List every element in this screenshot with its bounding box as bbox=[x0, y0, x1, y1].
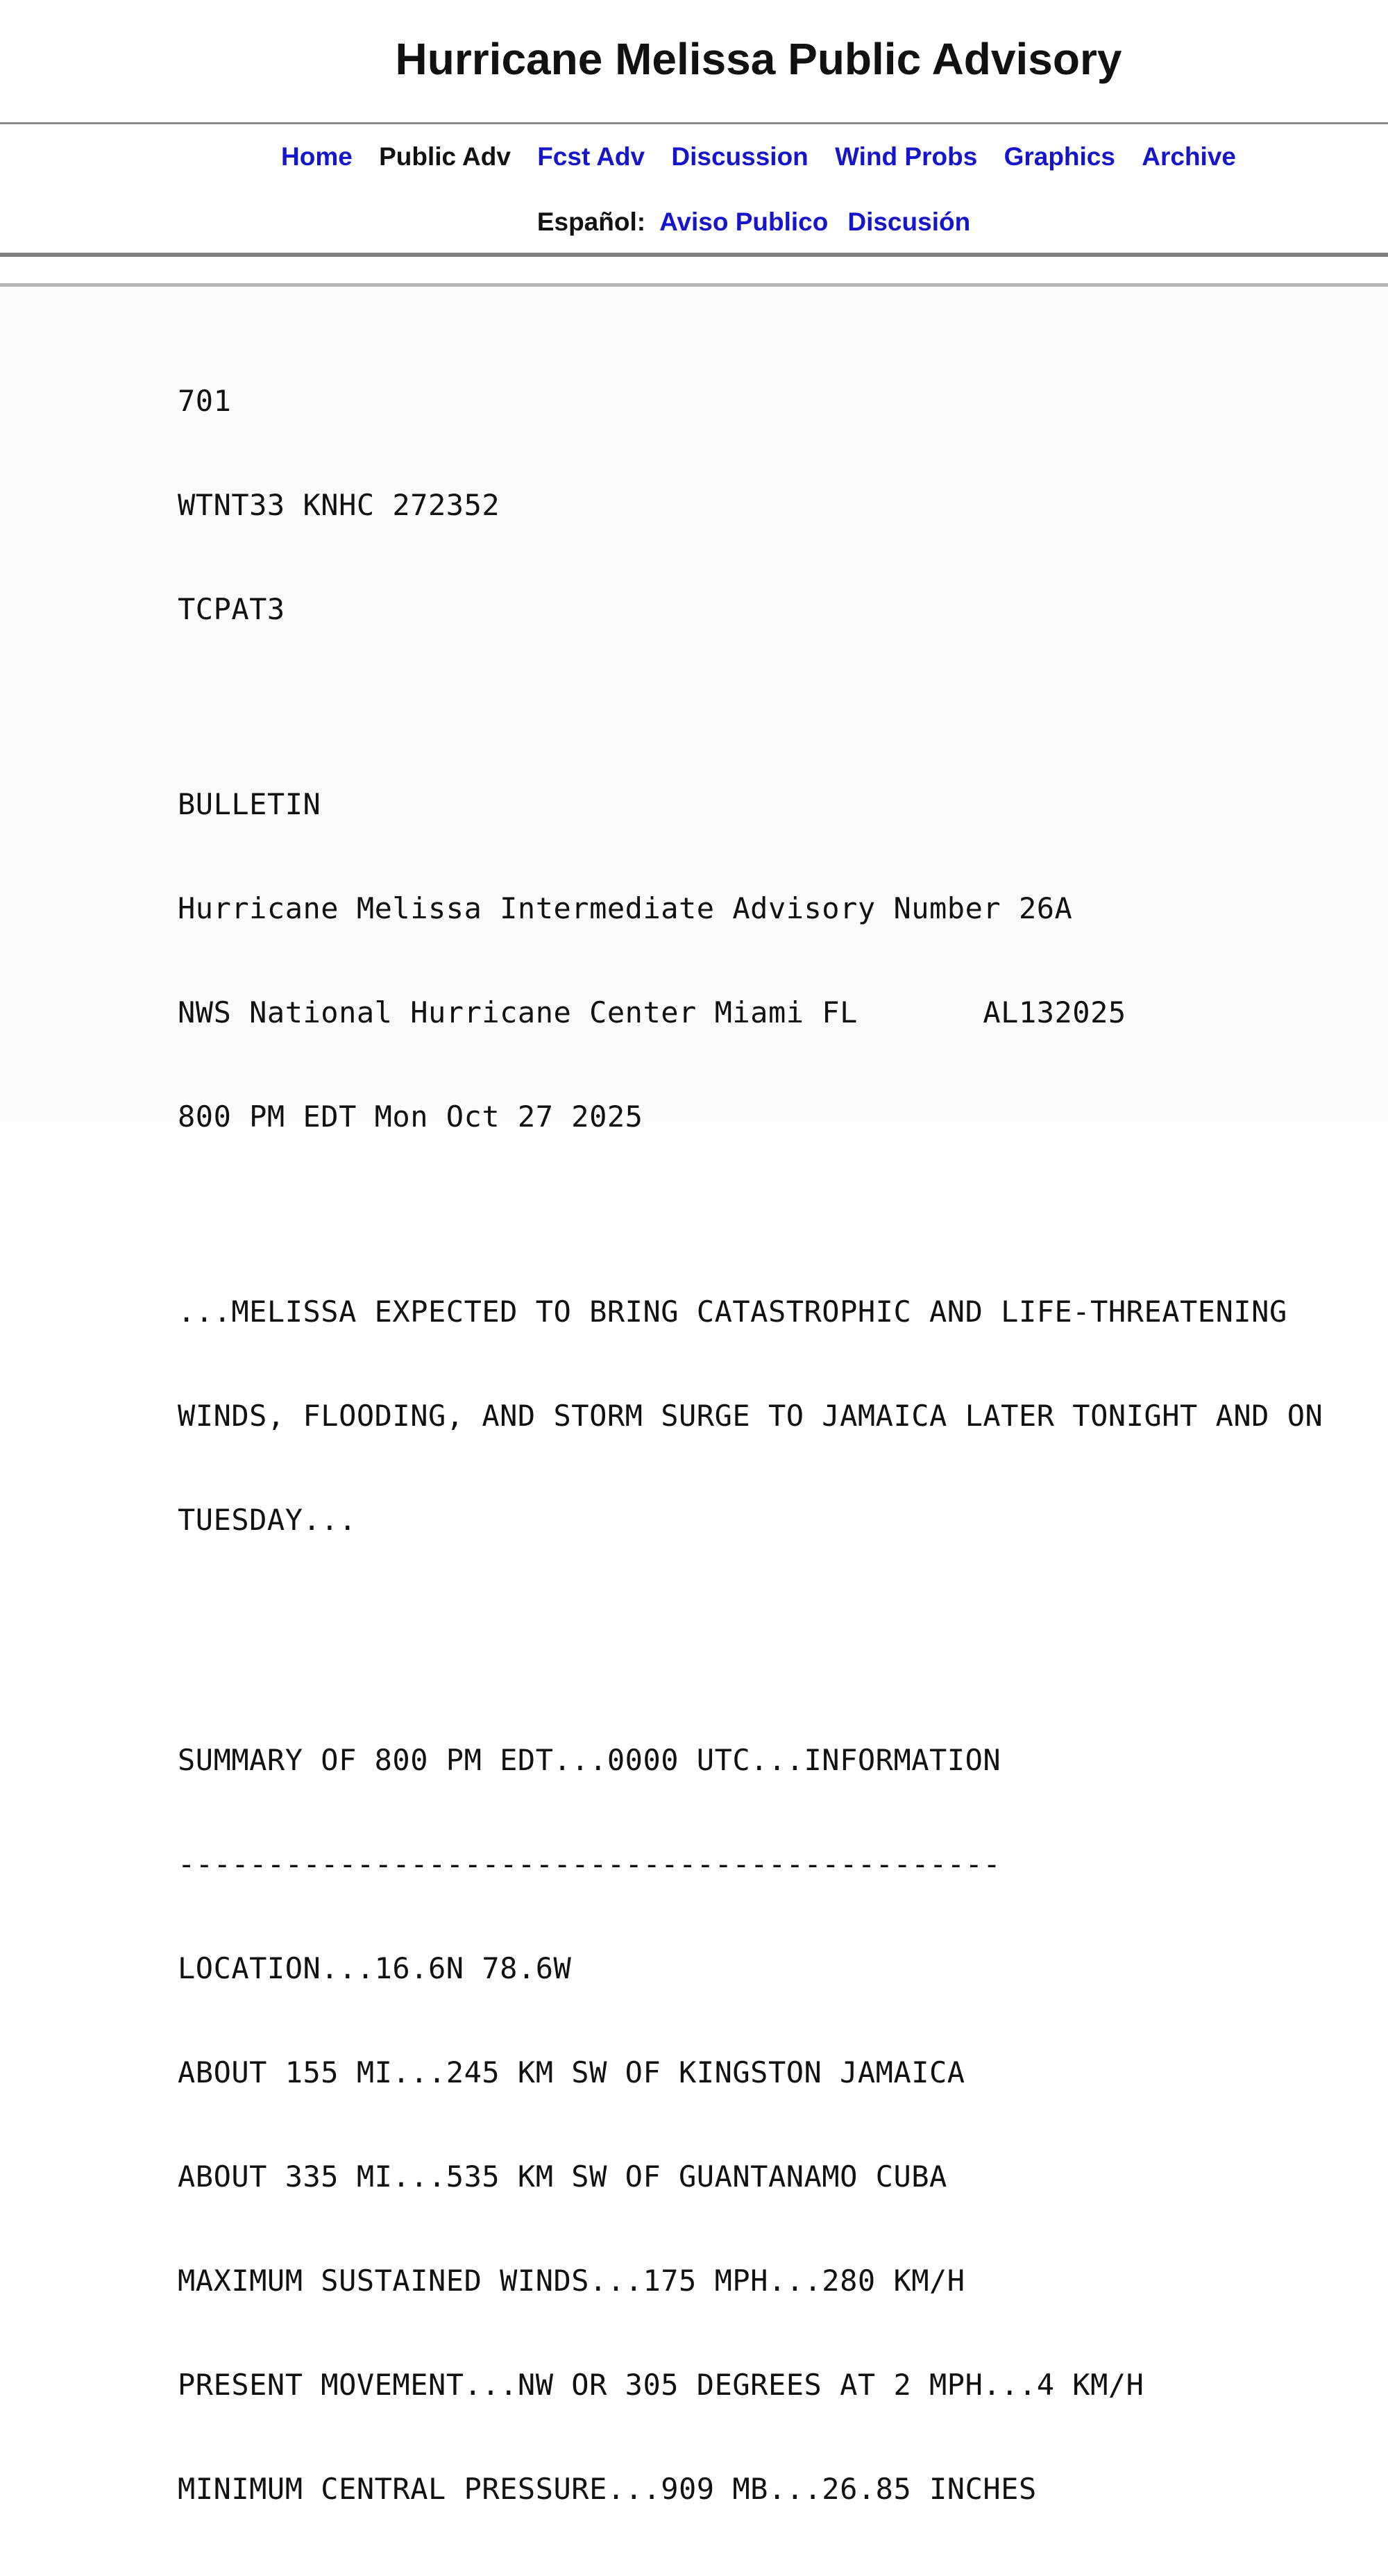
advisory-text bbox=[178, 314, 1323, 2576]
headline-line: TUESDAY... bbox=[178, 1503, 357, 1537]
advisory-line: 800 PM EDT Mon Oct 27 2025 bbox=[178, 1100, 643, 1134]
nav-archive-link[interactable]: Archive bbox=[1142, 142, 1236, 171]
advisory-line: BULLETIN bbox=[178, 787, 321, 821]
discusion-link[interactable]: Discusión bbox=[847, 208, 971, 236]
spanish-label: Español: bbox=[536, 208, 646, 236]
aviso-publico-link[interactable]: Aviso Publico bbox=[659, 208, 829, 236]
nav-divider-top bbox=[0, 253, 1388, 257]
summary-line: PRESENT MOVEMENT...NW OR 305 DEGREES AT 2 MPH...4 KM/H bbox=[178, 2368, 1144, 2402]
nav-fcst-adv-link[interactable]: Fcst Adv bbox=[537, 142, 645, 171]
spacer bbox=[178, 1607, 1323, 1674]
spanish-nav bbox=[0, 204, 1388, 240]
nav-home-link[interactable]: Home bbox=[281, 142, 353, 171]
advisory-line: TCPAT3 bbox=[178, 592, 285, 626]
nav-wind-probs-link[interactable]: Wind Probs bbox=[835, 142, 978, 171]
advisory-content-area bbox=[0, 287, 1388, 2506]
spacer bbox=[178, 696, 1323, 718]
summary-line: ABOUT 335 MI...535 KM SW OF GUANTANAMO CUBA bbox=[178, 2160, 947, 2194]
nav-discussion-link[interactable]: Discussion bbox=[671, 142, 809, 171]
page-title: Hurricane Melissa Public Advisory bbox=[395, 34, 1122, 84]
summary-line: MINIMUM CENTRAL PRESSURE...909 MB...26.85 INCHES bbox=[178, 2472, 1037, 2506]
headline-line: ...MELISSA EXPECTED TO BRING CATASTROPHIC AND LIFE-THREATENING bbox=[178, 1295, 1287, 1329]
spacer bbox=[178, 1204, 1323, 1225]
summary-rule: ---------------------------------------------- bbox=[178, 1847, 1001, 1881]
main-nav bbox=[0, 139, 1388, 175]
advisory-line: WTNT33 KNHC 272352 bbox=[178, 488, 500, 522]
nav-graphics-link[interactable]: Graphics bbox=[1004, 142, 1115, 171]
summary-title: SUMMARY OF 800 PM EDT...0000 UTC...INFORMATION bbox=[178, 1743, 1001, 1777]
summary-line: ABOUT 155 MI...245 KM SW OF KINGSTON JAMAICA bbox=[178, 2055, 965, 2089]
summary-line: MAXIMUM SUSTAINED WINDS...175 MPH...280 KM/H bbox=[178, 2264, 965, 2298]
header-divider bbox=[0, 122, 1388, 124]
summary-line: LOCATION...16.6N 78.6W bbox=[178, 1951, 572, 1985]
advisory-line: 701 bbox=[178, 384, 232, 418]
nav-public-adv-current: Public Adv bbox=[379, 142, 511, 171]
advisory-line: NWS National Hurricane Center Miami FL AL132025 bbox=[178, 995, 1126, 1029]
headline-line: WINDS, FLOODING, AND STORM SURGE TO JAMAICA LATER TONIGHT AND ON bbox=[178, 1399, 1323, 1433]
advisory-line: Hurricane Melissa Intermediate Advisory Number 26A bbox=[178, 891, 1073, 925]
